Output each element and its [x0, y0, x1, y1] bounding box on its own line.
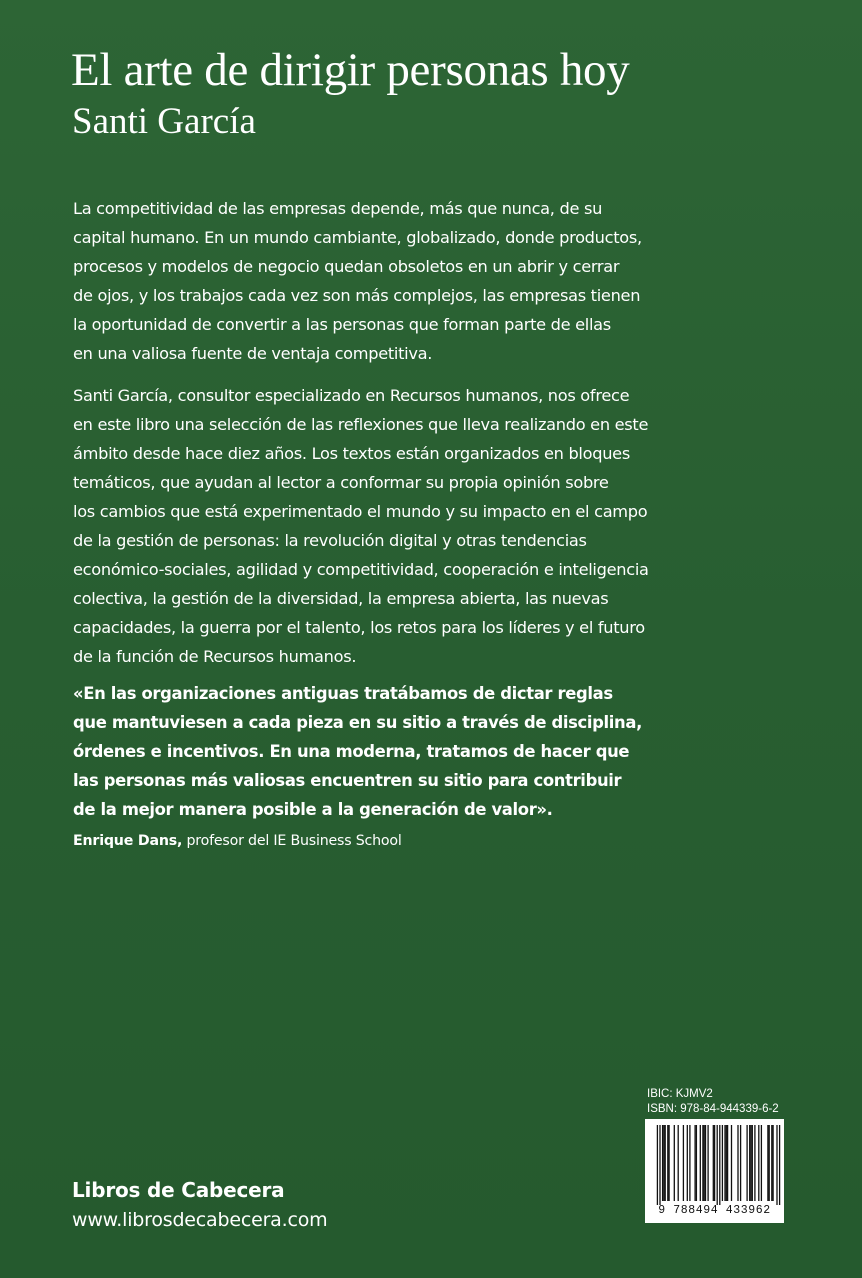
synopsis-paragraph-1 — [73, 194, 743, 368]
barcode-bar — [767, 1125, 768, 1201]
isbn-code: ISBN: 978-84-944339-6-2 — [647, 1103, 779, 1115]
barcode-bar — [726, 1125, 727, 1201]
endorsement-quote — [73, 679, 763, 824]
book-title: El arte de dirigir personas hoy — [71, 44, 630, 96]
barcode-bar — [750, 1125, 751, 1201]
barcode-bar — [674, 1125, 675, 1201]
barcode-bar — [727, 1125, 728, 1201]
synopsis-line: Santi García, consultor especializado en Recursos humanos, nos ofrece — [73, 386, 630, 405]
synopsis-line: La competitividad de las empresas depende, más que nunca, de su — [73, 199, 603, 218]
quote-line: que mantuviesen a cada pieza en su sitio a través de disciplina, — [73, 713, 642, 732]
barcode-bar — [707, 1125, 708, 1201]
synopsis-line: colectiva, la gestión de la diversidad, la empresa abierta, las nuevas — [73, 589, 609, 608]
barcode-bar — [705, 1125, 706, 1201]
barcode-bar — [694, 1125, 695, 1201]
synopsis-line: capital humano. En un mundo cambiante, globalizado, donde productos, — [73, 228, 642, 247]
barcode-bar — [758, 1125, 759, 1201]
barcode-bar — [772, 1125, 773, 1201]
synopsis-line: temáticos, que ayudan al lector a conformar su propia opinión sobre — [73, 473, 609, 492]
publisher-name: Libros de Cabecera — [72, 1178, 285, 1202]
quote-line: «En las organizaciones antiguas tratábamos de dictar reglas — [73, 684, 613, 703]
publisher-website: www.librosdecabecera.com — [72, 1209, 328, 1231]
barcode-bar — [678, 1125, 679, 1201]
barcode-bar — [700, 1125, 701, 1201]
barcode-bar — [657, 1125, 658, 1205]
quote-line: de la mejor manera posible a la generación de valor». — [73, 800, 553, 819]
barcode-bars — [645, 1119, 784, 1205]
barcode-bar — [659, 1125, 660, 1205]
barcode-bar — [779, 1125, 780, 1205]
synopsis-paragraph-2 — [73, 381, 743, 671]
barcode-bar — [717, 1125, 718, 1205]
quote-attribution — [73, 830, 402, 852]
barcode-bar — [689, 1125, 690, 1201]
barcode-number: 9 788494 433962 — [658, 1204, 771, 1217]
barcode-bar — [769, 1125, 770, 1201]
barcode-bar — [749, 1125, 750, 1201]
ibic-code: IBIC: KJMV2 — [647, 1088, 713, 1100]
barcode-bar — [662, 1125, 663, 1201]
synopsis-line: de la función de Recursos humanos. — [73, 647, 357, 666]
synopsis-line: de la gestión de personas: la revolución digital y otras tendencias — [73, 531, 587, 550]
barcode-bar — [687, 1125, 688, 1201]
synopsis-line: económico-sociales, agilidad y competitividad, cooperación e inteligencia — [73, 560, 649, 579]
book-author: Santi García — [72, 101, 256, 142]
barcode-bar — [714, 1125, 715, 1201]
barcode-bar — [667, 1125, 668, 1201]
barcode-bar — [713, 1125, 714, 1201]
barcode-bar — [740, 1125, 741, 1201]
barcode-bar — [776, 1125, 777, 1205]
barcode-bar — [668, 1125, 669, 1201]
barcode-bar — [683, 1125, 684, 1201]
synopsis-line: de ojos, y los trabajos cada vez son más complejos, las empresas tienen — [73, 286, 641, 305]
synopsis-line: en una valiosa fuente de ventaja competitiva. — [73, 344, 433, 363]
barcode-bar — [724, 1125, 725, 1201]
barcode-bar — [719, 1125, 720, 1205]
barcode-bar — [722, 1125, 723, 1201]
barcode-bar — [702, 1125, 703, 1201]
synopsis-line: capacidades, la guerra por el talento, los retos para los líderes y el futuro — [73, 618, 645, 637]
synopsis-line: ámbito desde hace diez años. Los textos están organizados en bloques — [73, 444, 630, 463]
barcode-bar — [731, 1125, 732, 1201]
quote-line: órdenes e incentivos. En una moderna, tratamos de hacer que — [73, 742, 630, 761]
barcode-bar — [663, 1125, 664, 1201]
barcode-bar — [752, 1125, 753, 1201]
barcode-bar — [754, 1125, 755, 1201]
classification-codes — [647, 1087, 779, 1117]
synopsis-line: la oportunidad de convertir a las personas que forman parte de ellas — [73, 315, 611, 334]
barcode-bar — [665, 1125, 666, 1201]
barcode-bar — [704, 1125, 705, 1201]
barcode-bar — [746, 1125, 747, 1201]
quote-author-role: profesor del IE Business School — [186, 833, 402, 849]
quote-author: Enrique Dans, — [73, 833, 183, 849]
barcode-bar — [737, 1125, 738, 1201]
barcode-bar — [761, 1125, 762, 1201]
synopsis-line: en este libro una selección de las reflexiones que lleva realizando en este — [73, 415, 649, 434]
barcode-bar — [696, 1125, 697, 1201]
isbn-barcode — [645, 1119, 784, 1223]
synopsis-line: procesos y modelos de negocio quedan obsoletos en un abrir y cerrar — [73, 257, 620, 276]
synopsis-line: los cambios que está experimentado el mundo y su impacto en el campo — [73, 502, 648, 521]
quote-line: las personas más valiosas encuentren su sitio para contribuir — [73, 771, 622, 790]
barcode-bar — [771, 1125, 772, 1201]
